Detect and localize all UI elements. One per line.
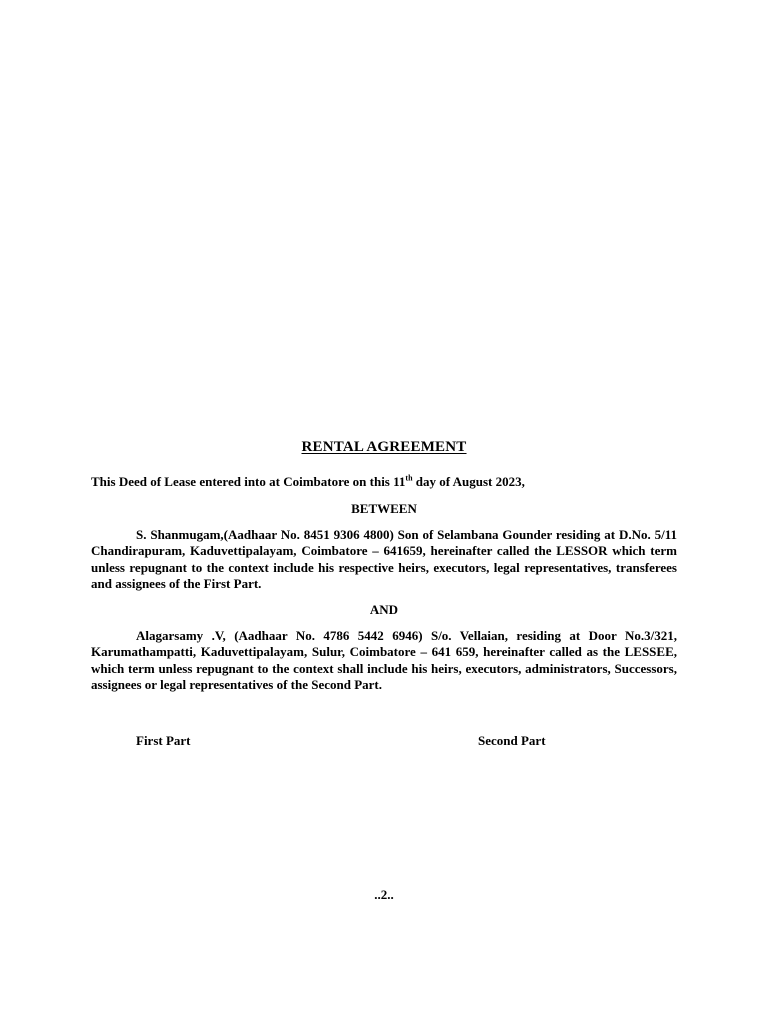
lessee-paragraph: Alagarsamy .V, (Aadhaar No. 4786 5442 6946) S/o. Vellaian, residing at Door No.3/321, Karumathampatti, Kaduvettipalayam, Sulur, Coimbatore – 641 659, hereinafter called as the LESSEE, which term unless repugnant to the context shall include his heirs, executors, administrators, Successors, assignees or legal representatives of the Second Part. — [91, 628, 677, 693]
intro-text-after: day of August 2023, — [412, 474, 525, 489]
intro-text-before: This Deed of Lease entered into at Coimbatore on this 11 — [91, 474, 406, 489]
document-title: RENTAL AGREEMENT — [301, 439, 467, 455]
between-heading: BETWEEN — [351, 501, 417, 516]
intro-line — [91, 474, 525, 490]
and-heading: AND — [369, 602, 399, 617]
first-part-signature-label: First Part — [136, 733, 191, 748]
lessor-paragraph: S. Shanmugam,(Aadhaar No. 8451 9306 4800) Son of Selambana Gounder residing at D.No. 5/11 Chandirapuram, Kaduvettipalayam, Coimbatore – 641659, hereinafter called the LESSOR which term unless repugnant to the context include his respective heirs, executors, legal representatives, transferees and assignees of the First Part. — [91, 527, 677, 592]
intro-ordinal-suffix: th — [405, 473, 413, 483]
second-part-signature-label: Second Part — [478, 733, 546, 748]
page-number: ..2.. — [374, 887, 394, 902]
